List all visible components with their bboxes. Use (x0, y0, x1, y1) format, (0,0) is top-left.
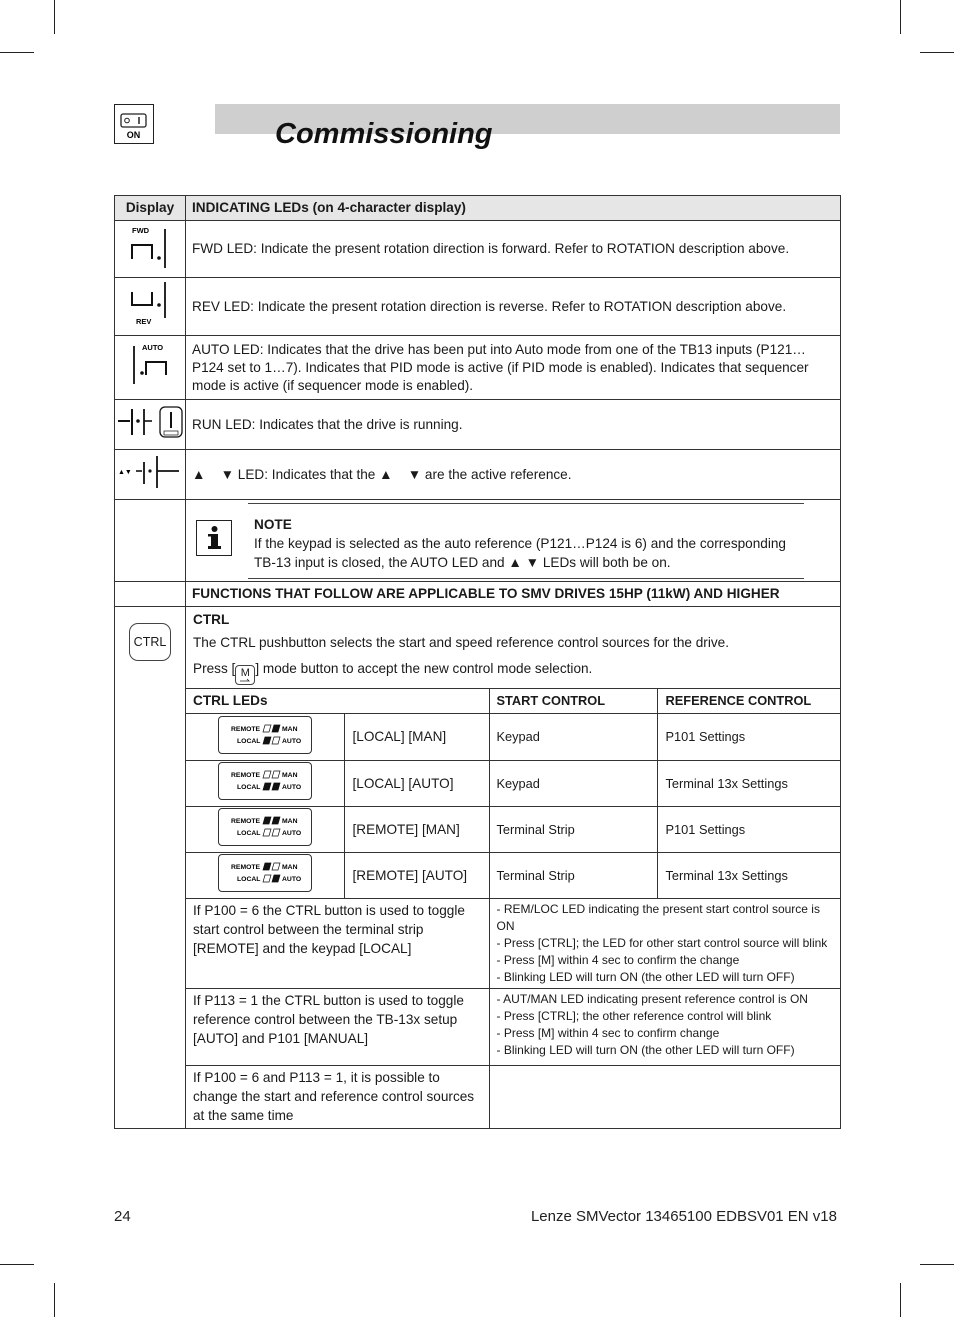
crop-mark (920, 1264, 954, 1265)
note-empty-cell (115, 500, 186, 582)
mode-label: [REMOTE] [MAN] (344, 807, 489, 853)
mode-label: [LOCAL] [AUTO] (344, 761, 489, 807)
rev-led-icon (128, 280, 172, 328)
functions-empty-cell (115, 582, 186, 607)
col-indicating-header: INDICATING LEDs (on 4-character display) (186, 196, 841, 221)
press-pre: Press [ (193, 661, 236, 676)
m-key-icon (235, 665, 255, 685)
ctrl-mode-row (186, 807, 841, 853)
led-auto-text: AUTO (281, 737, 301, 745)
explain-line: - Press [CTRL]; the LED for other start control source will blink (496, 936, 828, 950)
led-remote-text: REMOTE (230, 772, 260, 779)
led-local-text: LOCAL (236, 876, 261, 883)
note-title: NOTE (254, 516, 292, 532)
mode-reference-control: P101 Settings (657, 807, 841, 853)
fwd-led-display (115, 221, 186, 278)
updown-led-text-end: ▼ are the active reference. (407, 466, 572, 482)
ctrl-led-panel-icon (218, 854, 312, 892)
rev-led-display (115, 278, 186, 336)
note-box (248, 503, 804, 579)
explain-line: - Blinking LED will turn ON (the other LED will turn OFF) (496, 970, 795, 984)
led-auto-text: AUTO (281, 830, 301, 837)
ctrl-press-line (193, 656, 833, 685)
led-auto-text: AUTO (281, 784, 301, 791)
page-number: 24 (114, 1208, 131, 1225)
mode-start-control: Terminal Strip (489, 853, 657, 899)
ctrl-content-cell (186, 607, 841, 1129)
led-man-text: MAN (281, 818, 298, 825)
crop-mark (920, 52, 954, 53)
led-remote-text: REMOTE (230, 725, 260, 733)
explain-right-2 (489, 989, 841, 1066)
power-on-icon (114, 104, 154, 144)
mode-reference-control: Terminal 13x Settings (657, 761, 841, 807)
ctrl-mode-row (186, 761, 841, 807)
updown-led-display (115, 450, 186, 500)
explain-line: - Press [CTRL]; the other reference control will blink (496, 1009, 772, 1023)
ctrl-led-panel-icon (218, 762, 312, 800)
ctrl-led-cell (186, 807, 344, 853)
crop-mark (900, 0, 901, 34)
col-display-header: Display (115, 196, 186, 221)
led-man-text: MAN (281, 725, 298, 733)
up-arrow-text: ▲ (192, 466, 206, 482)
mode-start-control: Keypad (489, 714, 657, 761)
mode-label: [REMOTE] [AUTO] (344, 853, 489, 899)
ctrl-desc: The CTRL pushbutton selects the start and speed reference control sources for the drive. (193, 635, 729, 650)
ctrl-led-cell (186, 761, 344, 807)
crop-mark (0, 52, 34, 53)
auto-led-display (115, 336, 186, 400)
press-post: ] mode button to accept the new control mode selection. (255, 661, 593, 676)
explain-line: - Press [M] within 4 sec to confirm change (496, 1026, 720, 1040)
crop-mark (54, 1283, 55, 1317)
col-reference-control: REFERENCE CONTROL (657, 689, 841, 714)
mode-label: [LOCAL] [MAN] (344, 714, 489, 761)
auto-led-text: AUTO LED: Indicates that the drive has been put into Auto mode from one of the TB13 inputs (P121…P124 set to 1…7). Indicates that PID mode is active (if PID mode is enabled). Indicates that sequencer mode is active (if sequencer mode is enabled). (186, 336, 841, 400)
ctrl-led-panel-icon (218, 716, 312, 754)
explain-line: - Press [M] within 4 sec to confirm the change (496, 953, 740, 967)
crop-mark (54, 0, 55, 34)
fwd-led-text: FWD LED: Indicate the present rotation direction is forward. Refer to ROTATION description above. (186, 221, 841, 278)
led-man-text: MAN (281, 864, 298, 871)
explain-left-3: If P100 = 6 and P113 = 1, it is possible to change the start and reference control sources at the same time (186, 1066, 489, 1128)
led-auto-text: AUTO (281, 876, 301, 883)
up-down-led-icon (117, 454, 183, 490)
ctrl-display-cell (115, 607, 186, 1129)
page-title: Commissioning (275, 118, 493, 150)
fwd-led-label: FWD (132, 225, 150, 235)
explain-line: - REM/LOC LED indicating the present start control source is ON (496, 902, 820, 933)
led-local-text: LOCAL (236, 830, 261, 837)
ctrl-title: CTRL (193, 612, 230, 627)
mode-start-control: Terminal Strip (489, 807, 657, 853)
updown-led-label: ▲▼ (118, 469, 132, 476)
auto-led-label: AUTO (142, 343, 164, 352)
led-remote-text: REMOTE (230, 818, 260, 825)
mode-reference-control: P101 Settings (657, 714, 841, 761)
run-led-text: RUN LED: Indicates that the drive is running. (186, 400, 841, 450)
note-cell (186, 500, 841, 582)
explain-line: - Blinking LED will turn ON (the other LED will turn OFF) (496, 1043, 795, 1057)
led-local-text: LOCAL (236, 737, 261, 745)
ctrl-led-cell (186, 714, 344, 761)
crop-mark (900, 1283, 901, 1317)
ctrl-mode-row (186, 853, 841, 899)
crop-mark (0, 1264, 34, 1265)
run-led-icon (116, 404, 184, 440)
explain-right-1 (489, 899, 841, 989)
led-remote-text: REMOTE (230, 864, 260, 871)
auto-led-icon (128, 340, 172, 390)
on-label: ON (126, 130, 141, 140)
ctrl-led-panel-icon (218, 808, 312, 846)
document-id: Lenze SMVector 13465100 EDBSV01 EN v18 (530, 1208, 837, 1225)
updown-led-text: ▼ LED: Indicates that the ▲ (220, 466, 393, 482)
rev-led-label: REV (136, 317, 152, 326)
ctrl-mode-row (186, 714, 841, 761)
col-start-control: START CONTROL (489, 689, 657, 714)
col-ctrl-leds: CTRL LEDs (186, 689, 489, 714)
run-led-display (115, 400, 186, 450)
m-key-label: M (240, 667, 250, 679)
ctrl-button-icon: CTRL (129, 623, 171, 661)
fwd-led-icon (128, 223, 172, 271)
explain-left-2: If P113 = 1 the CTRL button is used to toggle reference control between the TB-13x setup [AUTO] and P101 [MANUAL] (186, 989, 489, 1066)
explain-right-3 (489, 1066, 841, 1128)
indicating-leds-table (114, 195, 841, 1129)
rev-led-text: REV LED: Indicate the present rotation direction is reverse. Refer to ROTATION description above. (186, 278, 841, 336)
info-icon (196, 520, 232, 556)
ctrl-modes-table (186, 688, 841, 1128)
explain-left-1: If P100 = 6 the CTRL button is used to toggle start control between the terminal strip [REMOTE] and the keypad [LOCAL] (186, 899, 489, 989)
functions-header: FUNCTIONS THAT FOLLOW ARE APPLICABLE TO SMV DRIVES 15HP (11kW) AND HIGHER (186, 582, 841, 607)
mode-reference-control: Terminal 13x Settings (657, 853, 841, 899)
explain-line: - AUT/MAN LED indicating present reference control is ON (496, 992, 808, 1006)
led-man-text: MAN (281, 772, 298, 779)
updown-led-text-cell (186, 450, 841, 500)
mode-start-control: Keypad (489, 761, 657, 807)
led-local-text: LOCAL (236, 784, 261, 791)
ctrl-led-cell (186, 853, 344, 899)
note-text: If the keypad is selected as the auto reference (P121…P124 is 6) and the corresponding TB-13 input is closed, the AUTO LED and ▲ ▼ LEDs will both be on. (254, 535, 786, 570)
